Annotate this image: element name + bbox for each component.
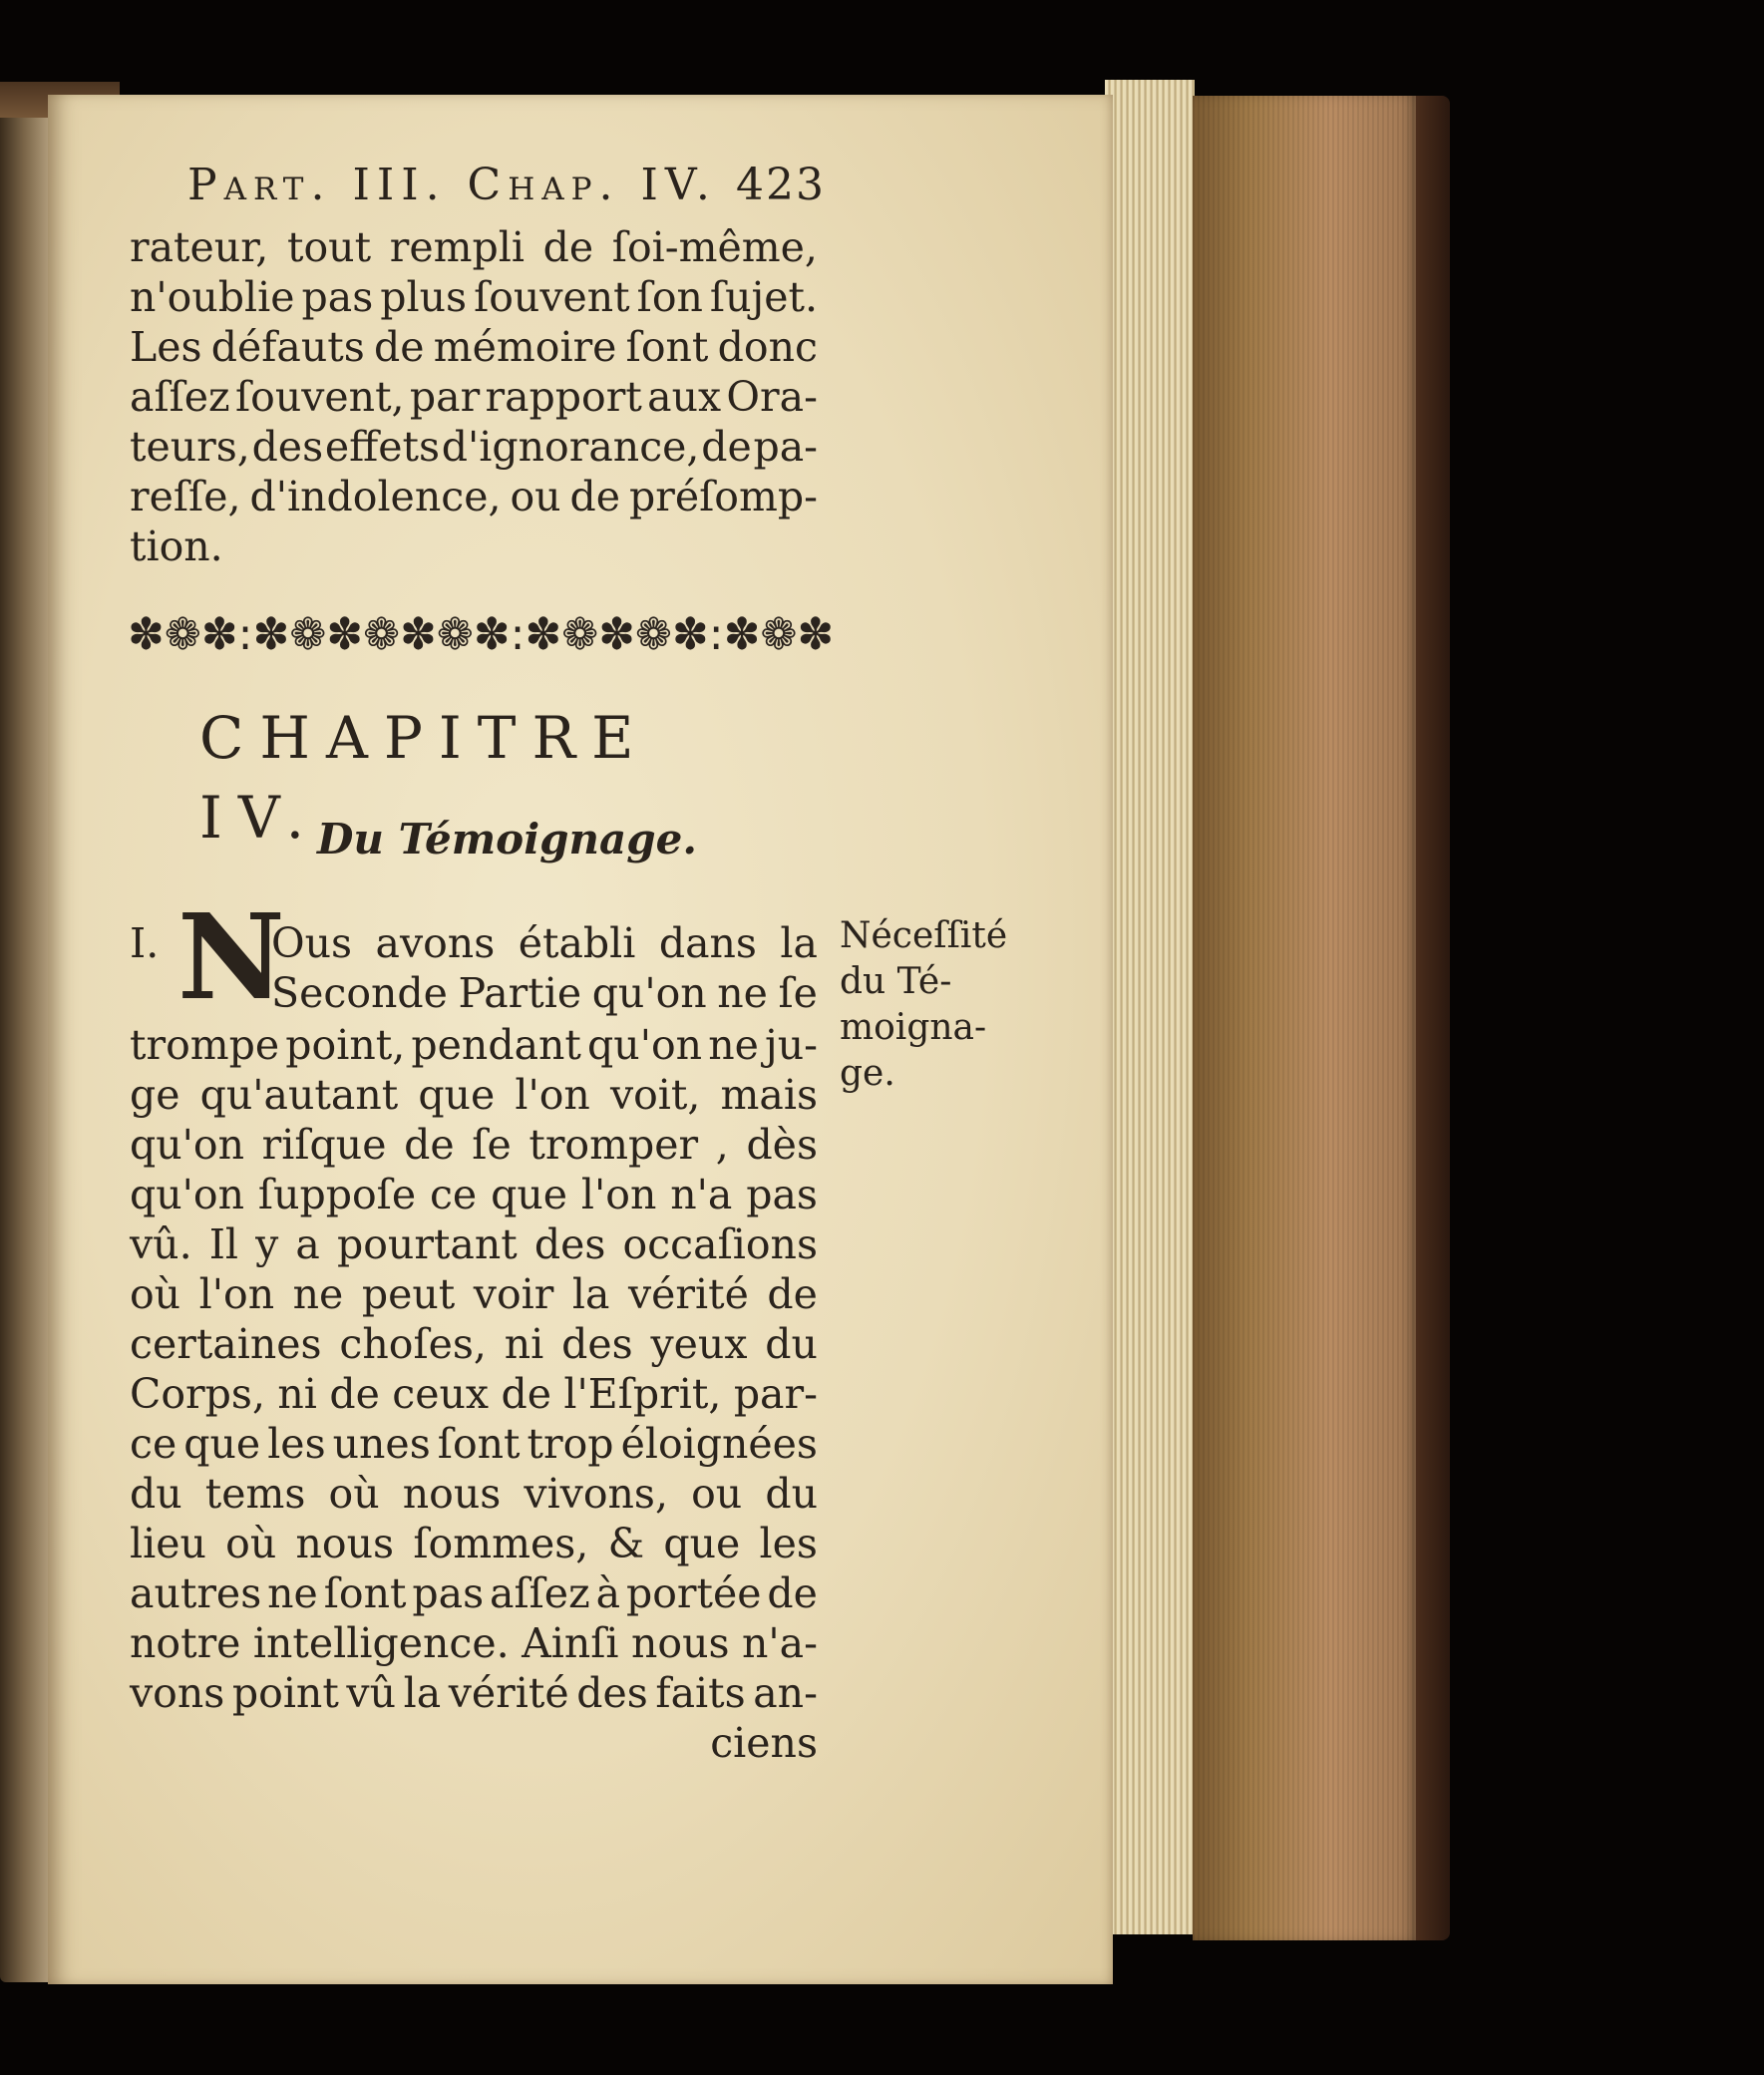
text-line: trompe point, pendant qu'on ne ju-	[130, 1021, 818, 1069]
text-line: qu'on ſuppoſe ce que l'on n'a pas	[130, 1171, 818, 1218]
text-line: qu'on riſque de ſe tromper , dès	[130, 1121, 818, 1169]
page-number: 423	[736, 160, 826, 210]
running-head: Part. III. Chap. IV.	[187, 160, 717, 210]
text-line: Ous avons établi dans la	[271, 919, 818, 967]
text-line: du tems où nous vivons, ou du	[130, 1470, 818, 1518]
text-line: rateur, tout rempli de ſoi-même,	[130, 223, 818, 271]
text-line: ce que les unes ſont trop éloignées	[130, 1420, 818, 1468]
text-line: Les défauts de mémoire ſont donc	[130, 323, 818, 371]
chapter-title: CHAPITRE IV.	[199, 704, 650, 852]
text-line: vû. Il y a pourtant des occaſions	[130, 1220, 818, 1268]
text-line: notre intelligence. Ainſi nous n'a-	[130, 1619, 818, 1667]
catchword: ciens	[710, 1719, 818, 1767]
text-line: certaines choſes, ni des yeux du	[130, 1320, 818, 1368]
margin-note-line: Néceſſité	[840, 915, 1008, 956]
text-line: ge qu'autant que l'on voit, mais	[130, 1071, 818, 1119]
text-line: lieu où nous ſommes, & que les	[130, 1520, 818, 1567]
back-cover-edge	[1416, 96, 1450, 1940]
text-line: vons point vû la vérité des faits an-	[130, 1669, 818, 1717]
chapter-subtitle: Du Témoignage.	[317, 815, 697, 864]
text-line: reſſe, d'indolence, ou de préſomp-	[130, 473, 818, 520]
section-number: I.	[130, 919, 160, 967]
text-line: tion.	[130, 522, 223, 570]
text-line: autres ne ſont pas aſſez à portée de	[130, 1569, 818, 1617]
margin-note-line: ge.	[840, 1053, 895, 1094]
margin-note-line: moigna-	[840, 1007, 987, 1048]
book-fore-edge	[1193, 96, 1422, 1940]
text-line: où l'on ne peut voir la vérité de	[130, 1270, 818, 1318]
margin-note-line: du Té-	[840, 961, 952, 1002]
drop-cap: N	[177, 887, 285, 1026]
ornament-divider: ✽ ❁ ✽ : ✽ ❁ ✽ ❁ ✽ ❁ ✽ : ✽ ❁ ✽ ❁ ✽ : ✽ ❁ ✽	[128, 609, 835, 660]
text-line: n'oublie pas plus ſouvent ſon ſujet.	[130, 273, 818, 321]
text-line: Corps, ni de ceux de l'Eſprit, par-	[130, 1370, 818, 1418]
running-header	[187, 160, 826, 219]
text-line: teurs, des effets d'ignorance, de pa-	[130, 423, 818, 471]
page-leaves-edge	[1105, 80, 1195, 1934]
text-line: aſſez ſouvent, par rapport aux Ora-	[130, 373, 818, 421]
text-line: Seconde Partie qu'on ne ſe	[271, 969, 818, 1017]
